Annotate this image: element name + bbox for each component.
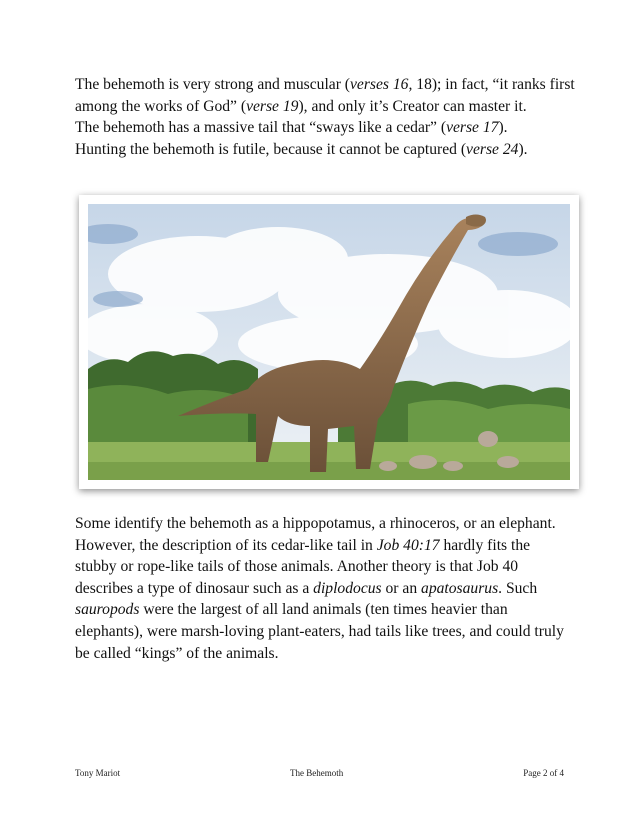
footer-title: The Behemoth — [290, 768, 344, 778]
text-run: or an — [381, 579, 422, 597]
text-run: Some identify the behemoth as a hippopotamus, a rhinoceros, or an elephant. However, the description of its cedar-like tail in — [75, 515, 556, 554]
sauropod-illustration — [88, 204, 570, 480]
footer-page-number: Page 2 of 4 — [523, 768, 564, 778]
text-run: ), and only it’s Creator can master it. — [298, 97, 527, 115]
verse-ref: verses 16, — [350, 76, 413, 93]
text-run: were the largest of all land animals (ten times heavier than elephants), were marsh-loving plant-eaters, had tails like trees, and could truly be called “kings” of the animals. — [75, 601, 564, 662]
verse-ref: verse 24 — [466, 140, 519, 158]
paragraph-behemoth-strength — [75, 74, 575, 160]
text-run: ). — [498, 119, 508, 137]
text-run: hardly fits the stubby or rope-like tails of those animals. Another theory is that Job 40 describes a type of dinosaur such as a — [75, 536, 531, 597]
species-name: diplodocus — [313, 579, 382, 597]
text-run: Hunting the behemoth is futile, because it cannot be captured ( — [75, 140, 467, 158]
paragraph-behemoth-identity — [75, 513, 575, 664]
text-run: ). — [518, 140, 528, 158]
text-run: The behemoth has a massive tail that “sways like a cedar” ( — [75, 119, 447, 137]
species-name: sauropods — [75, 601, 140, 619]
species-name: apatosaurus — [421, 579, 499, 597]
verse-ref: verse 17 — [446, 119, 499, 137]
verse-ref: verse 19 — [246, 97, 299, 115]
footer-author: Tony Mariot — [75, 768, 121, 778]
dinosaur-photo — [79, 195, 579, 489]
text-run: . Such — [498, 579, 538, 597]
text-run: The behemoth is very strong and muscular ( — [75, 76, 350, 93]
verse-ref: Job 40:17 — [376, 536, 440, 554]
text-run: 18); in fact, “it ranks first among the works of God” ( — [75, 76, 575, 115]
